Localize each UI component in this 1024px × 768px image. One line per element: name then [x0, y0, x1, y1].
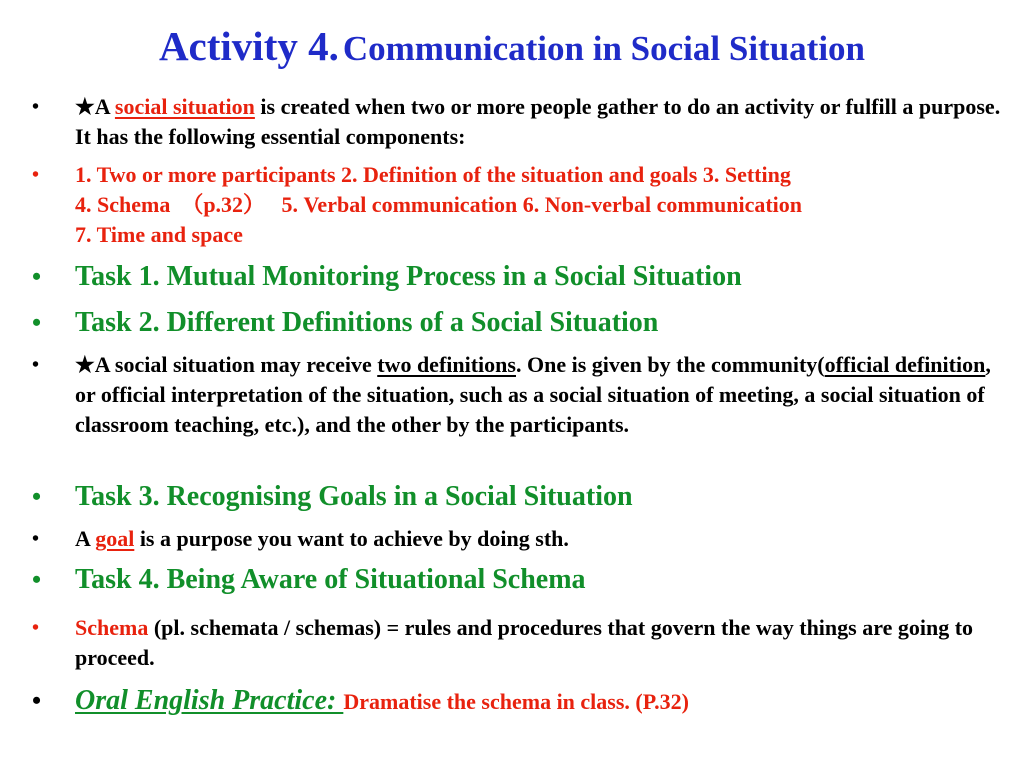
task-2-text: Task 2. Different Definitions of a Social Situation [75, 307, 659, 338]
task-3-text: Task 3. Recognising Goals in a Social Situation [75, 481, 633, 512]
term-social-situation: social situation [114, 94, 255, 119]
task-4-text: Task 4. Being Aware of Situational Schema [75, 564, 586, 595]
bullet-task-3 [0, 480, 1010, 514]
term-goal: goal [95, 526, 135, 551]
bullet-task-4 [0, 563, 1010, 597]
bullet-text [75, 613, 1010, 673]
bullet-components [0, 160, 1014, 250]
text-segment: A [75, 526, 96, 551]
term-official-definition: official definition [824, 352, 986, 377]
bullet-text [75, 524, 1010, 554]
title-sub: Communication in Social Situation [342, 29, 866, 68]
text-segment: (pl. schemata / schemas) = rules and procedures that govern the way things are going to proceed. [75, 615, 974, 670]
oral-practice-task: Dramatise the schema in class. (P.32) [343, 689, 689, 714]
star-icon: ★ [75, 352, 95, 377]
text-segment: is a purpose you want to achieve by doing sth. [134, 526, 569, 551]
star-icon: ★ [75, 94, 95, 119]
term-two-definitions: two definitions [377, 352, 516, 377]
oral-practice-lead: Oral English Practice: [75, 685, 344, 716]
bullet-dot: • [32, 617, 40, 639]
bullet-text [75, 92, 1010, 152]
bullet-dot: • [32, 262, 42, 291]
bullet-dot: • [32, 164, 40, 186]
bullet-task-2 [0, 306, 1010, 340]
bullet-text [75, 160, 1014, 250]
bullet-dot: • [32, 482, 42, 511]
components-line-3: 7. Time and space [75, 222, 243, 247]
bullet-dot: • [32, 308, 42, 337]
bullet-two-definitions [0, 350, 1010, 440]
slide-title [0, 22, 1024, 70]
text-segment: A [94, 94, 115, 119]
text-segment: , or official interpretation of the situation, such as a social situation of meeting, a social situation of classroom teaching, etc.), and the other by the participants. [75, 352, 991, 437]
term-schema: Schema [75, 615, 149, 640]
bullet-text [75, 350, 1010, 440]
bullet-task-1 [0, 260, 1010, 294]
components-line-1: 1. Two or more participants 2. Definition of the situation and goals 3. Setting [75, 162, 791, 187]
bullet-schema [0, 613, 1010, 673]
bullet-dot: • [32, 528, 40, 550]
bullet-dot: • [32, 565, 42, 594]
bullet-dot: • [32, 96, 40, 118]
bullet-dot: • [32, 686, 42, 715]
title-main: Activity 4. [158, 23, 339, 69]
bullet-oral-practice [0, 684, 1010, 719]
text-segment: is created when two or more people gather to do an activity or fulfill a purpose. It has the following essential components: [75, 94, 1001, 149]
bullet-dot: • [32, 354, 40, 376]
bullet-social-situation [0, 92, 1010, 152]
text-segment: . One is given by the community( [515, 352, 825, 377]
bullet-text [75, 684, 1010, 719]
task-1-text: Task 1. Mutual Monitoring Process in a Social Situation [75, 261, 742, 292]
text-segment: A social situation may receive [94, 352, 378, 377]
components-line-2: 4. Schema （p.32） 5. Verbal communication 6. Non-verbal communication [75, 192, 803, 217]
bullet-goal [0, 524, 1010, 554]
